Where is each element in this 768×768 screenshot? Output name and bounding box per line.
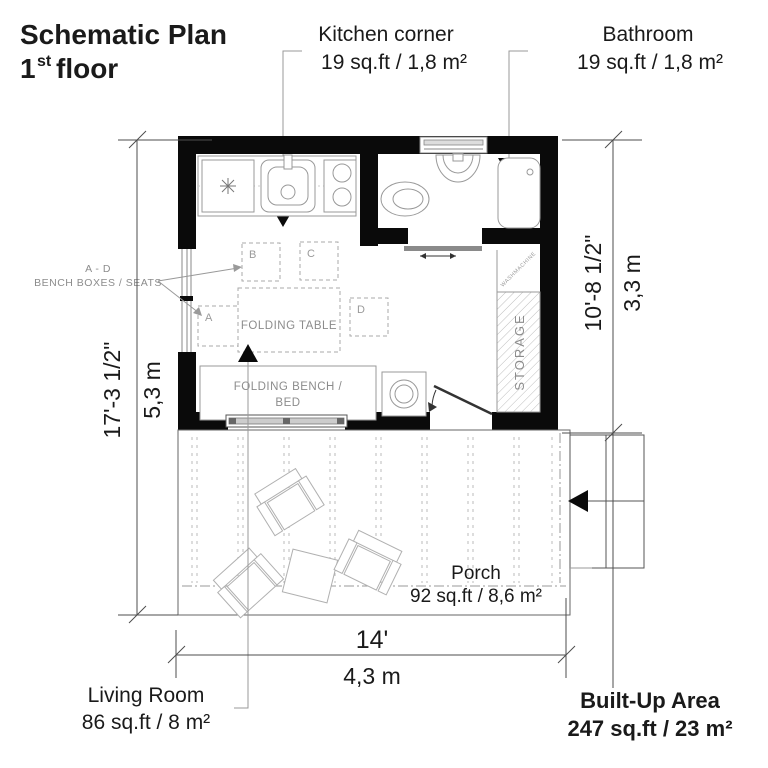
dim-right-imperial: 10'-8 1/2"	[580, 234, 606, 332]
title-line1: Schematic Plan	[20, 19, 227, 50]
bench-annotation-line1: A - D	[85, 263, 111, 275]
bathroom-fixtures	[381, 154, 540, 228]
bench-box-b	[242, 243, 280, 281]
bench-box-a-label: A	[205, 312, 213, 324]
dim-bottom-imperial: 14'	[355, 626, 389, 654]
kitchen-counter	[198, 155, 356, 216]
kitchen-area: 19 sq.ft / 1,8 m²	[321, 51, 467, 74]
cooktop	[324, 160, 356, 212]
bench-annotation-line2: BENCH BOXES / SEATS	[34, 277, 162, 289]
bath-tap	[453, 154, 463, 161]
title-floor-word: floor	[56, 53, 119, 84]
bench-box-d	[350, 298, 388, 336]
title-floor-number: 1	[20, 53, 36, 84]
porch-name: Porch	[451, 563, 501, 584]
dim-right-metric: 3,3 m	[619, 254, 645, 312]
washmachine-label: WASHMACHINE	[499, 250, 538, 289]
built-up-area-label	[567, 688, 732, 741]
bench-box-b-label: B	[249, 249, 257, 261]
kitchen-sink	[261, 155, 315, 212]
bathroom-sliding-door	[404, 246, 482, 259]
bathroom-area: 19 sq.ft / 1,8 m²	[577, 51, 723, 74]
built-up-name: Built-Up Area	[580, 688, 720, 713]
living-sliding-window	[226, 415, 347, 427]
bench-box-c	[300, 242, 338, 280]
folding-bench-bed	[200, 366, 376, 420]
dimension-right	[562, 131, 645, 688]
folding-bench-label-2: BED	[275, 397, 301, 409]
bench-box-a	[198, 306, 238, 346]
bench-box-d-label: D	[357, 304, 365, 316]
living-area: 86 sq.ft / 8 m²	[81, 711, 211, 734]
dim-left-metric: 5,3 m	[139, 361, 165, 419]
built-up-value: 247 sq.ft / 23 m²	[567, 716, 733, 741]
entrance-door	[428, 386, 492, 414]
folding-bench-label-1: FOLDING BENCH /	[233, 381, 343, 393]
counter-unit-star-icon	[202, 160, 254, 212]
folding-table-label: FOLDING TABLE	[240, 320, 338, 332]
bench-box-c-label: C	[307, 248, 315, 260]
dim-left-imperial: 17'-3 1/2"	[99, 341, 125, 439]
title-floor-ordinal: st	[37, 53, 52, 70]
page-title	[20, 19, 227, 84]
bathroom-name: Bathroom	[602, 23, 694, 46]
bench-annotation	[34, 263, 242, 316]
shower	[498, 158, 540, 228]
bathroom-window	[420, 137, 487, 153]
porch-steps	[568, 435, 644, 568]
living-arrow-icon	[238, 344, 258, 362]
storage-label: STORAGE	[512, 313, 527, 391]
dim-bottom-metric: 4,3 m	[343, 663, 401, 689]
kitchen-name: Kitchen corner	[318, 23, 454, 46]
folding-table	[238, 288, 340, 352]
porch-area: 92 sq.ft / 8,6 m²	[410, 586, 542, 607]
left-window	[178, 243, 196, 358]
living-name: Living Room	[87, 684, 205, 707]
washing-machine	[382, 372, 426, 416]
storage-area	[497, 250, 540, 412]
kitchen-label	[318, 23, 467, 74]
bathroom-label	[577, 23, 723, 74]
toilet	[381, 182, 429, 216]
